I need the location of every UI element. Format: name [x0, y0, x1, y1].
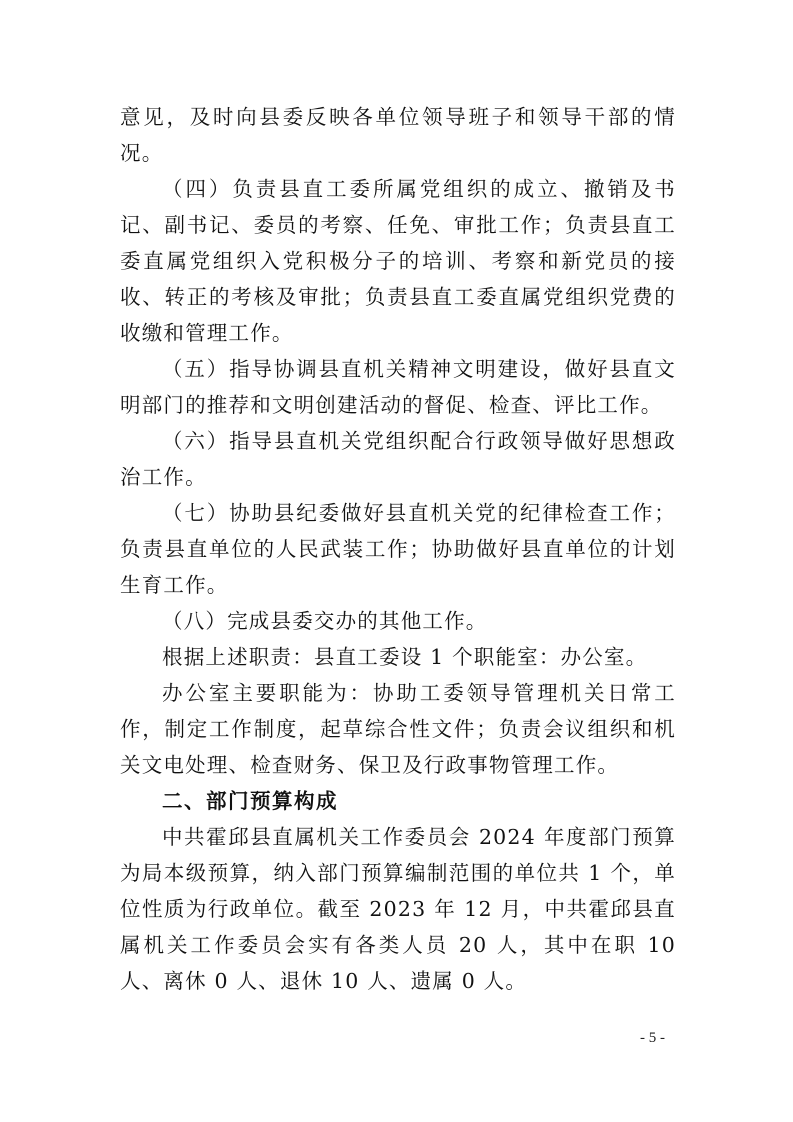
paragraph-item-seven: （七）协助县纪委做好县直机关党的纪律检查工作；负责县直单位的人民武装工作；协助做好县直单位的计划生育工作。	[120, 501, 676, 597]
paragraph-office-setup: 根据上述职责：县直工委设 1 个职能室：办公室。	[162, 645, 648, 669]
paragraph-item-five: （五）指导协调县直机关精神文明建设，做好县直文明部门的推荐和文明创建活动的督促、检查、评比工作。	[120, 357, 676, 417]
document-body	[120, 99, 676, 999]
paragraph-budget-composition: 中共霍邱县直属机关工作委员会 2024 年度部门预算为局本级预算，纳入部门预算编制范围的单位共 1 个，单位性质为行政单位。截至 2023 年 12 月，中共霍邱县直属机关工作委员会实有各类人员 20 人，其中在职 10 人、离休 0 人、退休 10 人、遗属 0 人。	[120, 825, 676, 993]
page-number: - 5 -	[640, 1030, 665, 1046]
section-heading: 二、部门预算构成	[162, 789, 338, 813]
paragraph-office-functions: 办公室主要职能为：协助工委领导管理机关日常工作，制定工作制度，起草综合性文件；负责会议组织和机关文电处理、检查财务、保卫及行政事物管理工作。	[120, 681, 676, 777]
paragraph-continuation: 意见，及时向县委反映各单位领导班子和领导干部的情况。	[120, 105, 676, 165]
paragraph-item-four: （四）负责县直工委所属党组织的成立、撤销及书记、副书记、委员的考察、任免、审批工作；负责县直工委直属党组织入党积极分子的培训、考察和新党员的接收、转正的考核及审批；负责县直工委直属党组织党费的收缴和管理工作。	[120, 177, 676, 345]
paragraph-item-eight: （八）完成县委交办的其他工作。	[162, 609, 488, 633]
paragraph-item-six: （六）指导县直机关党组织配合行政领导做好思想政治工作。	[120, 429, 676, 489]
